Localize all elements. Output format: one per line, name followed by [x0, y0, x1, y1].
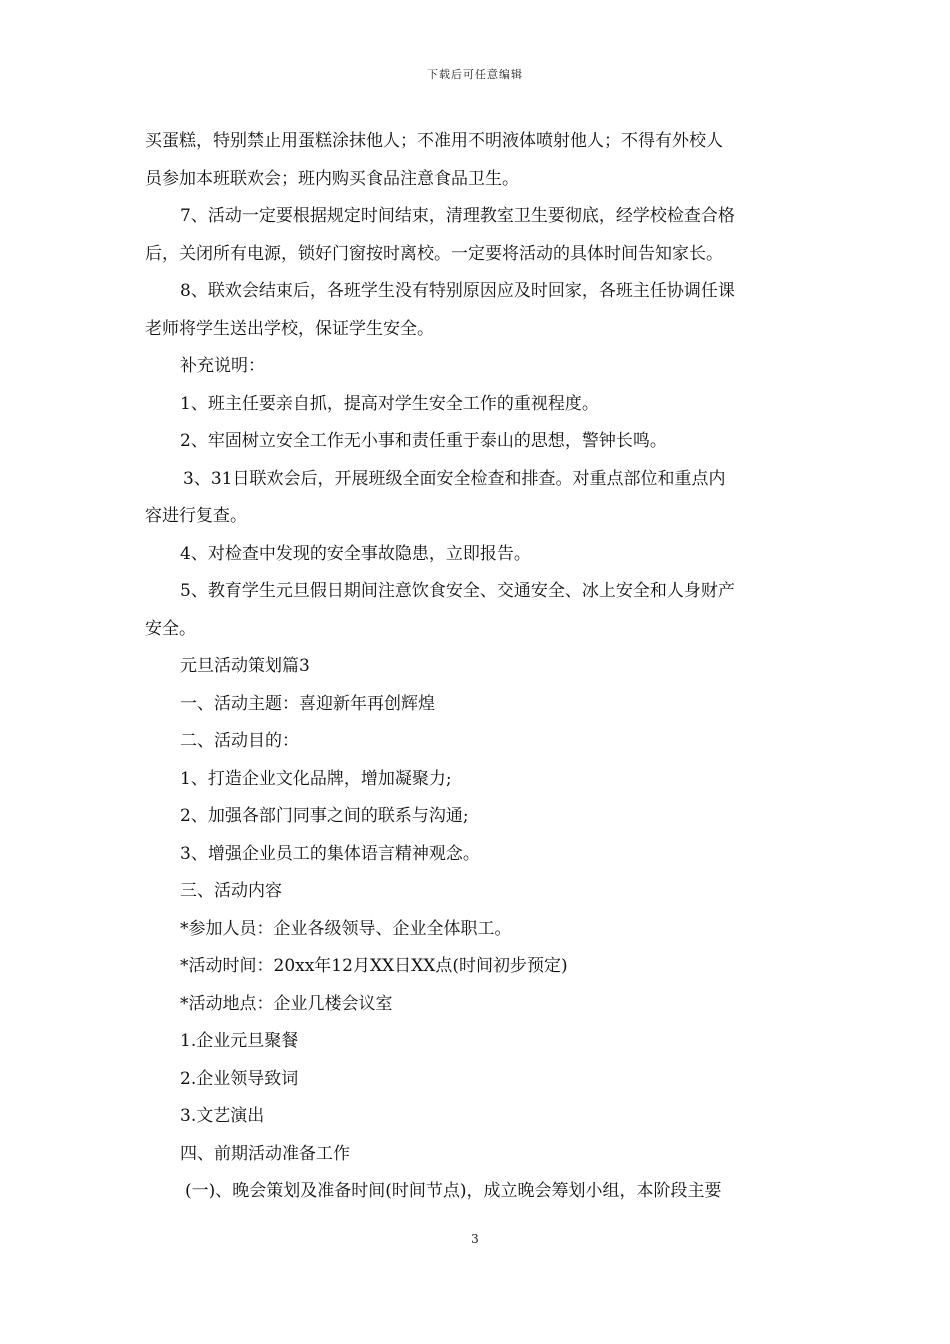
text-line: 2、加强各部门同事之间的联系与沟通; [180, 806, 469, 826]
text-line: 8、联欢会结束后，各班学生没有特别原因应及时回家，各班主任协调任课 [180, 281, 735, 301]
text-line: 安全。 [145, 618, 196, 639]
text-line: 一、活动主题：喜迎新年再创辉煌 [180, 693, 435, 714]
text-line: 3、31日联欢会后，开展班级全面安全检查和排查。对重点部位和重点内 [183, 468, 726, 489]
text-line: 二、活动目的： [180, 731, 299, 751]
text-line: 四、前期活动准备工作 [180, 1143, 350, 1164]
text-line: 2.企业领导致词 [180, 1068, 299, 1089]
text-line: *参加人员：企业各级领导、企业全体职工。 [180, 918, 512, 939]
text-line: 2、牢固树立安全工作无小事和责任重于泰山的思想，警钟长鸣。 [180, 431, 667, 451]
text-line: 员参加本班联欢会；班内购买食品注意食品卫生。 [145, 168, 519, 189]
document-body [145, 123, 810, 1211]
text-line: *活动地点：企业几楼会议室 [180, 993, 393, 1014]
section-heading: 元旦活动策划篇3 [180, 656, 310, 676]
page-number: 3 [471, 1232, 479, 1246]
text-line: *活动时间：20xx年12月XX日XX点(时间初步预定) [180, 956, 568, 976]
text-line: (一)、晚会策划及准备时间(时间节点)，成立晚会筹划小组，本阶段主要 [185, 1181, 722, 1201]
text-line: 5、教育学生元旦假日期间注意饮食安全、交通安全、冰上安全和人身财产 [180, 581, 735, 601]
text-line: 老师将学生送出学校，保证学生安全。 [145, 318, 434, 339]
text-line: 3.文艺演出 [180, 1106, 265, 1126]
page-header: 下载后可任意编辑 [427, 68, 523, 81]
text-line: 4、对检查中发现的安全事故隐患，立即报告。 [180, 543, 531, 564]
text-line: 容进行复查。 [145, 506, 247, 526]
text-line: 三、活动内容 [180, 881, 282, 901]
text-line: 补充说明： [180, 356, 265, 376]
text-line: 1、班主任要亲自抓，提高对学生安全工作的重视程度。 [180, 393, 599, 414]
text-line: 3、增强企业员工的集体语言精神观念。 [180, 843, 480, 864]
text-line: 7、活动一定要根据规定时间结束，清理教室卫生要彻底，经学校检查合格 [180, 206, 735, 226]
text-line: 1.企业元旦聚餐 [180, 1031, 299, 1051]
text-line: 买蛋糕，特别禁止用蛋糕涂抹他人；不准用不明液体喷射他人；不得有外校人 [145, 131, 723, 151]
text-line: 后，关闭所有电源，锁好门窗按时离校。一定要将活动的具体时间告知家长。 [145, 243, 723, 264]
text-line: 1、打造企业文化品牌，增加凝聚力; [180, 768, 452, 789]
